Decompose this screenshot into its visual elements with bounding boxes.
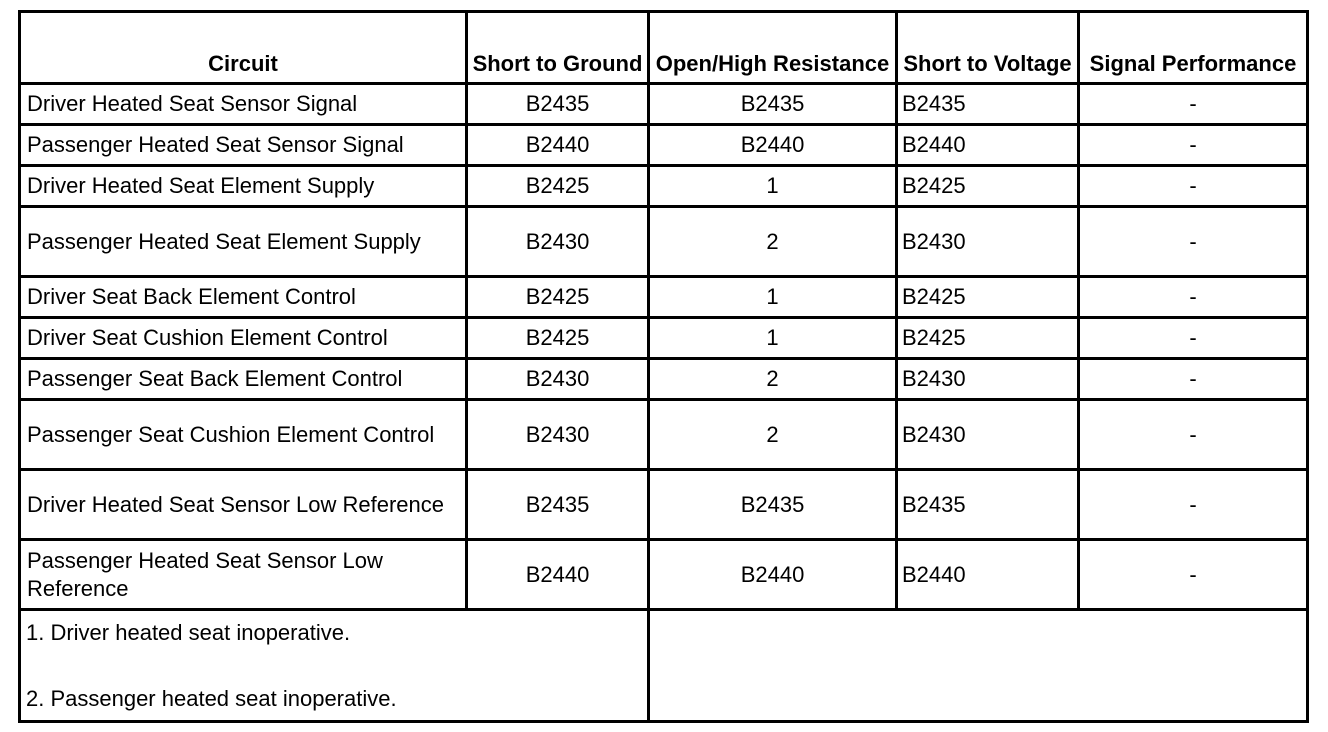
table-row (20, 540, 1308, 610)
short-to-voltage-cell: B2425 (897, 318, 1079, 359)
open-high-resistance-cell: B2435 (649, 84, 897, 125)
short-to-voltage-cell: B2430 (897, 400, 1079, 470)
short-to-voltage-cell: B2440 (897, 540, 1079, 610)
signal-performance-cell: - (1079, 400, 1308, 470)
short-to-voltage-cell: B2440 (897, 125, 1079, 166)
short-to-voltage-cell: B2430 (897, 359, 1079, 400)
header-open-high-resistance: Open/High Resistance (649, 12, 897, 84)
header-signal-performance: Signal Performance (1079, 12, 1308, 84)
signal-performance-cell: - (1079, 125, 1308, 166)
table-row (20, 207, 1308, 277)
circuit-name: Driver Heated Seat Element Supply (20, 166, 467, 207)
short-to-ground-cell: B2435 (467, 470, 649, 540)
signal-performance-cell: - (1079, 318, 1308, 359)
circuit-name: Passenger Seat Cushion Element Control (20, 400, 467, 470)
short-to-ground-cell: B2425 (467, 318, 649, 359)
open-high-resistance-cell: B2435 (649, 470, 897, 540)
table-row (20, 277, 1308, 318)
signal-performance-cell: - (1079, 470, 1308, 540)
circuit-name: Passenger Heated Seat Sensor Low Reference (20, 540, 467, 610)
header-short-to-voltage: Short to Voltage (897, 12, 1079, 84)
short-to-voltage-cell: B2425 (897, 166, 1079, 207)
signal-performance-cell: - (1079, 207, 1308, 277)
circuit-name: Passenger Heated Seat Sensor Signal (20, 125, 467, 166)
short-to-ground-cell: B2440 (467, 125, 649, 166)
short-to-voltage-cell: B2430 (897, 207, 1079, 277)
header-circuit: Circuit (20, 12, 467, 84)
open-high-resistance-cell: B2440 (649, 540, 897, 610)
signal-performance-cell: - (1079, 277, 1308, 318)
circuit-name: Passenger Seat Back Element Control (20, 359, 467, 400)
circuit-name: Driver Seat Cushion Element Control (20, 318, 467, 359)
table-row (20, 359, 1308, 400)
short-to-voltage-cell: B2435 (897, 84, 1079, 125)
circuit-name: Driver Heated Seat Sensor Signal (20, 84, 467, 125)
table-row (20, 166, 1308, 207)
table-row (20, 400, 1308, 470)
open-high-resistance-cell: 2 (649, 400, 897, 470)
table-row (20, 318, 1308, 359)
circuit-name: Driver Heated Seat Sensor Low Reference (20, 470, 467, 540)
short-to-ground-cell: B2430 (467, 359, 649, 400)
circuit-name: Passenger Heated Seat Element Supply (20, 207, 467, 277)
note-2: 2. Passenger heated seat inoperative. (26, 686, 397, 711)
open-high-resistance-cell: 1 (649, 166, 897, 207)
open-high-resistance-cell: 1 (649, 277, 897, 318)
note-1: 1. Driver heated seat inoperative. (26, 620, 351, 645)
short-to-ground-cell: B2435 (467, 84, 649, 125)
short-to-ground-cell: B2425 (467, 166, 649, 207)
header-row (20, 12, 1308, 84)
header-short-to-ground: Short to Ground (467, 12, 649, 84)
notes-cell (20, 610, 649, 722)
table-row (20, 84, 1308, 125)
short-to-voltage-cell: B2435 (897, 470, 1079, 540)
short-to-ground-cell: B2430 (467, 400, 649, 470)
short-to-ground-cell: B2425 (467, 277, 649, 318)
open-high-resistance-cell: B2440 (649, 125, 897, 166)
dtc-circuit-table (18, 10, 1306, 720)
short-to-voltage-cell: B2425 (897, 277, 1079, 318)
signal-performance-cell: - (1079, 359, 1308, 400)
open-high-resistance-cell: 1 (649, 318, 897, 359)
circuit-name: Driver Seat Back Element Control (20, 277, 467, 318)
notes-row (20, 610, 1308, 722)
open-high-resistance-cell: 2 (649, 207, 897, 277)
short-to-ground-cell: B2430 (467, 207, 649, 277)
signal-performance-cell: - (1079, 84, 1308, 125)
short-to-ground-cell: B2440 (467, 540, 649, 610)
empty-notes-cell (649, 610, 1308, 722)
signal-performance-cell: - (1079, 166, 1308, 207)
table-row (20, 125, 1308, 166)
open-high-resistance-cell: 2 (649, 359, 897, 400)
signal-performance-cell: - (1079, 540, 1308, 610)
table-row (20, 470, 1308, 540)
